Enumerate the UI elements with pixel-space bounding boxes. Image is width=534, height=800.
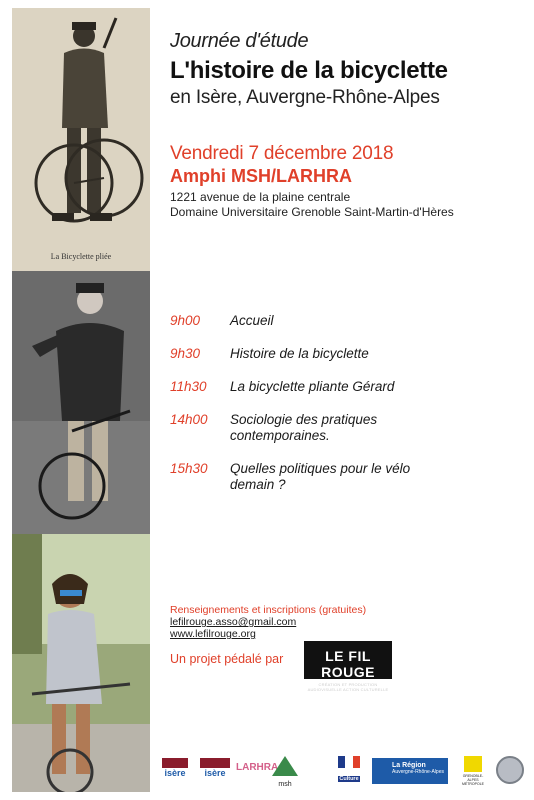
partner-tagline: CRÉATION ET PRODUCTION AUDIOVISUELLE ACTION CULTURELLE <box>307 682 389 692</box>
program-label-line: contemporaines. <box>230 428 330 443</box>
program-label <box>230 461 410 493</box>
musee-isere-label: isère <box>164 768 186 778</box>
program-item <box>170 412 470 444</box>
photo-reenactor-bicycle <box>12 271 150 534</box>
project-credit: Un projet pédalé par <box>170 652 284 666</box>
program-time: 9h30 <box>170 346 201 361</box>
grenoble-metropole-logo <box>458 756 488 786</box>
program-list <box>170 313 470 493</box>
region-label-top: La Région <box>392 762 426 769</box>
program-label: Histoire de la bicyclette <box>230 346 369 361</box>
partner-name: LE FIL ROUGE <box>321 648 375 680</box>
program-label-line: demain ? <box>230 477 286 492</box>
photo-woman-cycling <box>12 534 150 792</box>
larhra-logo: LARHRA <box>236 762 279 773</box>
culture-label: Culture <box>339 776 359 782</box>
le-fil-rouge-logo <box>304 641 392 692</box>
event-date: Vendredi 7 décembre 2018 <box>170 143 394 164</box>
contact-website-link[interactable]: www.lefilrouge.org <box>170 628 256 640</box>
program-item <box>170 313 470 329</box>
program-time: 15h30 <box>170 461 208 476</box>
program-label-line: Quelles politiques pour le vélo <box>230 461 411 476</box>
program-item <box>170 379 470 395</box>
program-time: 11h30 <box>170 379 207 394</box>
event-venue: Amphi MSH/LARHRA <box>170 166 352 186</box>
contact-block <box>170 604 366 640</box>
archives-isere-logo <box>200 758 230 788</box>
msh-label: msh <box>278 781 292 788</box>
university-seal-logo <box>496 756 524 784</box>
engraving-caption: La Bicyclette pliée <box>50 252 112 261</box>
engraving-soldier-bicycle <box>12 8 150 271</box>
program-label-line: Sociologie des pratiques <box>230 412 378 427</box>
event-address <box>170 190 454 220</box>
ministere-culture-logo <box>338 756 360 786</box>
msh-logo <box>272 756 298 786</box>
program-label <box>230 412 377 444</box>
program-time: 9h00 <box>170 313 201 328</box>
region-auvergne-rhone-alpes-logo <box>372 758 448 784</box>
event-region: en Isère, Auvergne-Rhône-Alpes <box>170 87 440 108</box>
musee-dauphinois-logo <box>162 758 188 788</box>
contact-email-link[interactable]: lefilrouge.asso@gmail.com <box>170 616 297 628</box>
program-time: 14h00 <box>170 412 208 427</box>
program-item <box>170 461 470 493</box>
address-line-2: Domaine Universitaire Grenoble Saint-Martin-d'Hères <box>170 205 454 219</box>
region-label-bottom: Auvergne-Rhône-Alpes <box>392 769 444 775</box>
program-item <box>170 346 470 362</box>
address-line-1: 1221 avenue de la plaine centrale <box>170 190 351 204</box>
metropole-label: GRENOBLE-ALPES MÉTROPOLE <box>462 774 484 786</box>
archives-isere-label: isère <box>204 768 226 778</box>
header <box>170 30 448 109</box>
partner-logos <box>160 752 530 792</box>
program-label: La bicyclette pliante Gérard <box>230 379 395 394</box>
event-kind: Journée d'étude <box>170 30 309 52</box>
program-label: Accueil <box>230 313 274 328</box>
contact-heading: Renseignements et inscriptions (gratuites) <box>170 604 367 616</box>
event-title: L'histoire de la bicyclette <box>170 57 448 84</box>
